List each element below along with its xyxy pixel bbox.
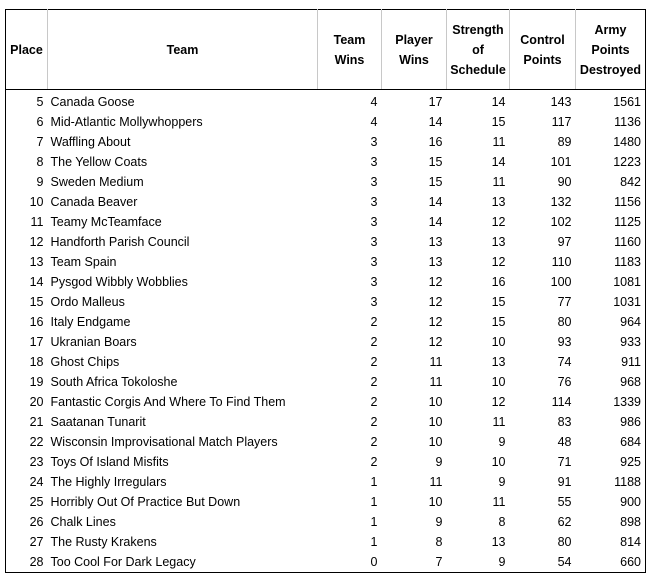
cell-team: The Yellow Coats xyxy=(50,155,148,169)
cell-place: 20 xyxy=(29,395,44,409)
cell-team-wins: 3 xyxy=(370,195,378,209)
cell-team: Saatanan Tunarit xyxy=(50,415,146,429)
header-strength-of-schedule: Strength of Schedule xyxy=(447,10,510,90)
cell-team-wins: 3 xyxy=(370,255,378,269)
cell-strength-of-schedule: 13 xyxy=(491,355,506,369)
cell-place: 23 xyxy=(29,455,44,469)
cell-strength-of-schedule: 13 xyxy=(491,195,506,209)
cell-team-wins: 3 xyxy=(370,275,378,289)
table-row xyxy=(6,272,646,292)
cell-place: 11 xyxy=(30,215,44,229)
cell-control-points: 71 xyxy=(557,455,572,469)
cell-team: Handforth Parish Council xyxy=(50,235,190,249)
cell-army-points-destroyed: 1031 xyxy=(613,295,641,309)
cell-team-wins: 3 xyxy=(370,295,378,309)
cell-player-wins: 15 xyxy=(428,175,443,189)
table-row xyxy=(6,192,646,212)
cell-army-points-destroyed: 1480 xyxy=(613,135,641,149)
cell-control-points: 110 xyxy=(551,255,572,269)
cell-strength-of-schedule: 15 xyxy=(491,295,506,309)
cell-player-wins: 10 xyxy=(428,435,443,449)
cell-player-wins: 12 xyxy=(428,315,443,329)
cell-team: Mid-Atlantic Mollywhoppers xyxy=(50,115,203,129)
cell-control-points: 80 xyxy=(557,315,572,329)
cell-player-wins: 12 xyxy=(428,295,443,309)
cell-team-wins: 1 xyxy=(370,535,378,549)
cell-team: Fantastic Corgis And Where To Find Them xyxy=(50,395,286,409)
cell-team: Wisconsin Improvisational Match Players xyxy=(50,435,278,449)
table-row xyxy=(6,372,646,392)
cell-control-points: 91 xyxy=(557,475,572,489)
cell-team: Pysgod Wibbly Wobblies xyxy=(50,275,188,289)
cell-player-wins: 11 xyxy=(429,375,443,389)
cell-player-wins: 12 xyxy=(428,335,443,349)
cell-team-wins: 3 xyxy=(370,135,378,149)
cell-team-wins: 2 xyxy=(370,355,378,369)
cell-strength-of-schedule: 12 xyxy=(491,255,506,269)
cell-army-points-destroyed: 964 xyxy=(620,315,641,329)
cell-team: Too Cool For Dark Legacy xyxy=(50,555,196,569)
cell-army-points-destroyed: 968 xyxy=(620,375,641,389)
table-row xyxy=(6,432,646,452)
cell-team: The Rusty Krakens xyxy=(50,535,157,549)
cell-control-points: 101 xyxy=(550,155,572,169)
cell-army-points-destroyed: 898 xyxy=(620,515,641,529)
cell-strength-of-schedule: 10 xyxy=(491,335,506,349)
cell-player-wins: 11 xyxy=(429,475,443,489)
cell-control-points: 62 xyxy=(557,515,572,529)
cell-place: 12 xyxy=(29,235,44,249)
cell-team: Horribly Out Of Practice But Down xyxy=(50,495,241,509)
cell-control-points: 97 xyxy=(557,235,572,249)
cell-army-points-destroyed: 1561 xyxy=(613,95,641,109)
cell-army-points-destroyed: 1223 xyxy=(613,155,641,169)
cell-player-wins: 14 xyxy=(428,115,443,129)
cell-team-wins: 2 xyxy=(370,455,378,469)
cell-control-points: 117 xyxy=(551,115,572,129)
cell-army-points-destroyed: 900 xyxy=(620,495,641,509)
cell-team-wins: 2 xyxy=(370,415,378,429)
cell-team-wins: 2 xyxy=(370,375,378,389)
cell-army-points-destroyed: 925 xyxy=(620,455,641,469)
cell-team-wins: 2 xyxy=(370,395,378,409)
cell-strength-of-schedule: 14 xyxy=(491,95,506,109)
cell-control-points: 93 xyxy=(557,335,572,349)
cell-control-points: 83 xyxy=(557,415,572,429)
cell-place: 14 xyxy=(29,275,44,289)
table-row xyxy=(6,312,646,332)
table-row xyxy=(6,292,646,312)
cell-strength-of-schedule: 11 xyxy=(492,175,506,189)
cell-army-points-destroyed: 911 xyxy=(621,355,641,369)
table-row xyxy=(6,472,646,492)
cell-team: Chalk Lines xyxy=(50,515,116,529)
cell-army-points-destroyed: 684 xyxy=(620,435,641,449)
cell-place: 15 xyxy=(29,295,44,309)
cell-team: Canada Goose xyxy=(50,95,135,109)
cell-player-wins: 14 xyxy=(428,215,443,229)
cell-team: Ukranian Boars xyxy=(50,335,137,349)
cell-control-points: 77 xyxy=(557,295,572,309)
header-control-points: Control Points xyxy=(510,10,576,90)
cell-team: Team Spain xyxy=(50,255,117,269)
cell-player-wins: 12 xyxy=(428,275,443,289)
cell-army-points-destroyed: 1339 xyxy=(613,395,641,409)
cell-place: 19 xyxy=(29,375,44,389)
cell-army-points-destroyed: 814 xyxy=(620,535,641,549)
cell-control-points: 89 xyxy=(557,135,572,149)
cell-player-wins: 17 xyxy=(428,95,443,109)
table-row xyxy=(6,152,646,172)
standings-table xyxy=(5,9,646,573)
cell-team: Teamy McTeamface xyxy=(50,215,162,229)
cell-army-points-destroyed: 1188 xyxy=(614,475,641,489)
cell-control-points: 80 xyxy=(557,535,572,549)
cell-team: Toys Of Island Misfits xyxy=(50,455,169,469)
cell-control-points: 132 xyxy=(550,195,572,209)
table-row xyxy=(6,512,646,532)
cell-strength-of-schedule: 14 xyxy=(491,155,506,169)
cell-player-wins: 7 xyxy=(435,555,443,569)
cell-player-wins: 15 xyxy=(428,155,443,169)
table-row xyxy=(6,552,646,573)
cell-team-wins: 3 xyxy=(370,215,378,229)
cell-strength-of-schedule: 9 xyxy=(498,555,506,569)
cell-team-wins: 3 xyxy=(370,175,378,189)
header-army-points-destroyed: Army Points Destroyed xyxy=(576,10,646,90)
cell-team-wins: 1 xyxy=(370,475,378,489)
cell-strength-of-schedule: 9 xyxy=(498,435,506,449)
table-row xyxy=(6,392,646,412)
cell-place: 18 xyxy=(29,355,44,369)
cell-team: Italy Endgame xyxy=(50,315,131,329)
cell-place: 26 xyxy=(29,515,44,529)
table-row xyxy=(6,352,646,372)
cell-strength-of-schedule: 12 xyxy=(491,395,506,409)
cell-team: The Highly Irregulars xyxy=(50,475,167,489)
cell-control-points: 74 xyxy=(557,355,572,369)
cell-control-points: 143 xyxy=(550,95,572,109)
cell-place: 25 xyxy=(29,495,44,509)
cell-place: 17 xyxy=(29,335,44,349)
header-team: Team xyxy=(48,10,318,90)
cell-player-wins: 14 xyxy=(428,195,443,209)
cell-strength-of-schedule: 11 xyxy=(492,415,506,429)
cell-army-points-destroyed: 842 xyxy=(620,175,641,189)
table-row xyxy=(6,172,646,192)
cell-strength-of-schedule: 12 xyxy=(491,215,506,229)
cell-strength-of-schedule: 15 xyxy=(491,115,506,129)
table-row xyxy=(6,132,646,152)
cell-army-points-destroyed: 1125 xyxy=(614,215,641,229)
table-row xyxy=(6,92,646,112)
cell-player-wins: 13 xyxy=(428,235,443,249)
cell-army-points-destroyed: 1156 xyxy=(614,195,641,209)
cell-team-wins: 2 xyxy=(370,435,378,449)
standings-container xyxy=(5,9,646,573)
cell-team-wins: 4 xyxy=(370,115,378,129)
cell-place: 6 xyxy=(36,115,44,129)
table-row xyxy=(6,212,646,232)
cell-strength-of-schedule: 13 xyxy=(491,535,506,549)
cell-team: Canada Beaver xyxy=(50,195,138,209)
header-place: Place xyxy=(6,10,48,90)
cell-control-points: 55 xyxy=(557,495,572,509)
cell-place: 7 xyxy=(36,135,44,149)
cell-army-points-destroyed: 1183 xyxy=(614,255,641,269)
table-row xyxy=(6,232,646,252)
cell-team: South Africa Tokoloshe xyxy=(50,375,178,389)
cell-strength-of-schedule: 11 xyxy=(492,495,506,509)
cell-strength-of-schedule: 11 xyxy=(492,135,506,149)
cell-control-points: 90 xyxy=(557,175,572,189)
cell-army-points-destroyed: 1160 xyxy=(614,235,641,249)
cell-place: 10 xyxy=(29,195,44,209)
header-player-wins: Player Wins xyxy=(382,10,447,90)
cell-player-wins: 13 xyxy=(428,255,443,269)
cell-team: Sweden Medium xyxy=(50,175,144,189)
cell-place: 27 xyxy=(29,535,44,549)
cell-team-wins: 3 xyxy=(370,155,378,169)
table-row xyxy=(6,492,646,512)
cell-army-points-destroyed: 933 xyxy=(620,335,641,349)
cell-player-wins: 9 xyxy=(435,455,443,469)
cell-team-wins: 0 xyxy=(370,555,378,569)
cell-player-wins: 10 xyxy=(428,415,443,429)
cell-place: 13 xyxy=(29,255,44,269)
cell-army-points-destroyed: 1136 xyxy=(614,115,641,129)
cell-player-wins: 9 xyxy=(435,515,443,529)
cell-place: 28 xyxy=(29,555,44,569)
cell-strength-of-schedule: 10 xyxy=(491,375,506,389)
table-row xyxy=(6,532,646,552)
table-row xyxy=(6,112,646,132)
cell-place: 22 xyxy=(29,435,44,449)
cell-army-points-destroyed: 660 xyxy=(620,555,641,569)
cell-control-points: 102 xyxy=(550,215,572,229)
cell-army-points-destroyed: 986 xyxy=(620,415,641,429)
cell-team-wins: 4 xyxy=(370,95,378,109)
table-row xyxy=(6,412,646,432)
table-row xyxy=(6,332,646,352)
cell-control-points: 48 xyxy=(557,435,572,449)
cell-control-points: 54 xyxy=(557,555,572,569)
cell-team-wins: 2 xyxy=(370,335,378,349)
table-row xyxy=(6,252,646,272)
cell-strength-of-schedule: 15 xyxy=(491,315,506,329)
cell-place: 9 xyxy=(36,175,44,189)
cell-place: 8 xyxy=(36,155,44,169)
cell-strength-of-schedule: 13 xyxy=(491,235,506,249)
cell-player-wins: 10 xyxy=(428,395,443,409)
cell-place: 5 xyxy=(36,95,44,109)
cell-place: 16 xyxy=(29,315,44,329)
cell-player-wins: 10 xyxy=(428,495,443,509)
header-team-wins: Team Wins xyxy=(318,10,382,90)
cell-player-wins: 11 xyxy=(429,355,443,369)
cell-team: Waffling About xyxy=(50,135,131,149)
header-row xyxy=(6,10,646,90)
cell-team: Ordo Malleus xyxy=(50,295,125,309)
cell-strength-of-schedule: 9 xyxy=(498,475,506,489)
cell-strength-of-schedule: 8 xyxy=(498,515,506,529)
cell-army-points-destroyed: 1081 xyxy=(613,275,641,289)
cell-control-points: 100 xyxy=(550,275,572,289)
cell-place: 24 xyxy=(29,475,44,489)
cell-control-points: 114 xyxy=(551,395,572,409)
cell-team-wins: 1 xyxy=(370,495,378,509)
cell-team-wins: 1 xyxy=(370,515,378,529)
cell-control-points: 76 xyxy=(557,375,572,389)
table-row xyxy=(6,452,646,472)
cell-strength-of-schedule: 10 xyxy=(491,455,506,469)
cell-team-wins: 3 xyxy=(370,235,378,249)
cell-player-wins: 16 xyxy=(428,135,443,149)
cell-place: 21 xyxy=(29,415,44,429)
cell-player-wins: 8 xyxy=(435,535,443,549)
cell-team: Ghost Chips xyxy=(50,355,120,369)
cell-strength-of-schedule: 16 xyxy=(491,275,506,289)
cell-team-wins: 2 xyxy=(370,315,378,329)
